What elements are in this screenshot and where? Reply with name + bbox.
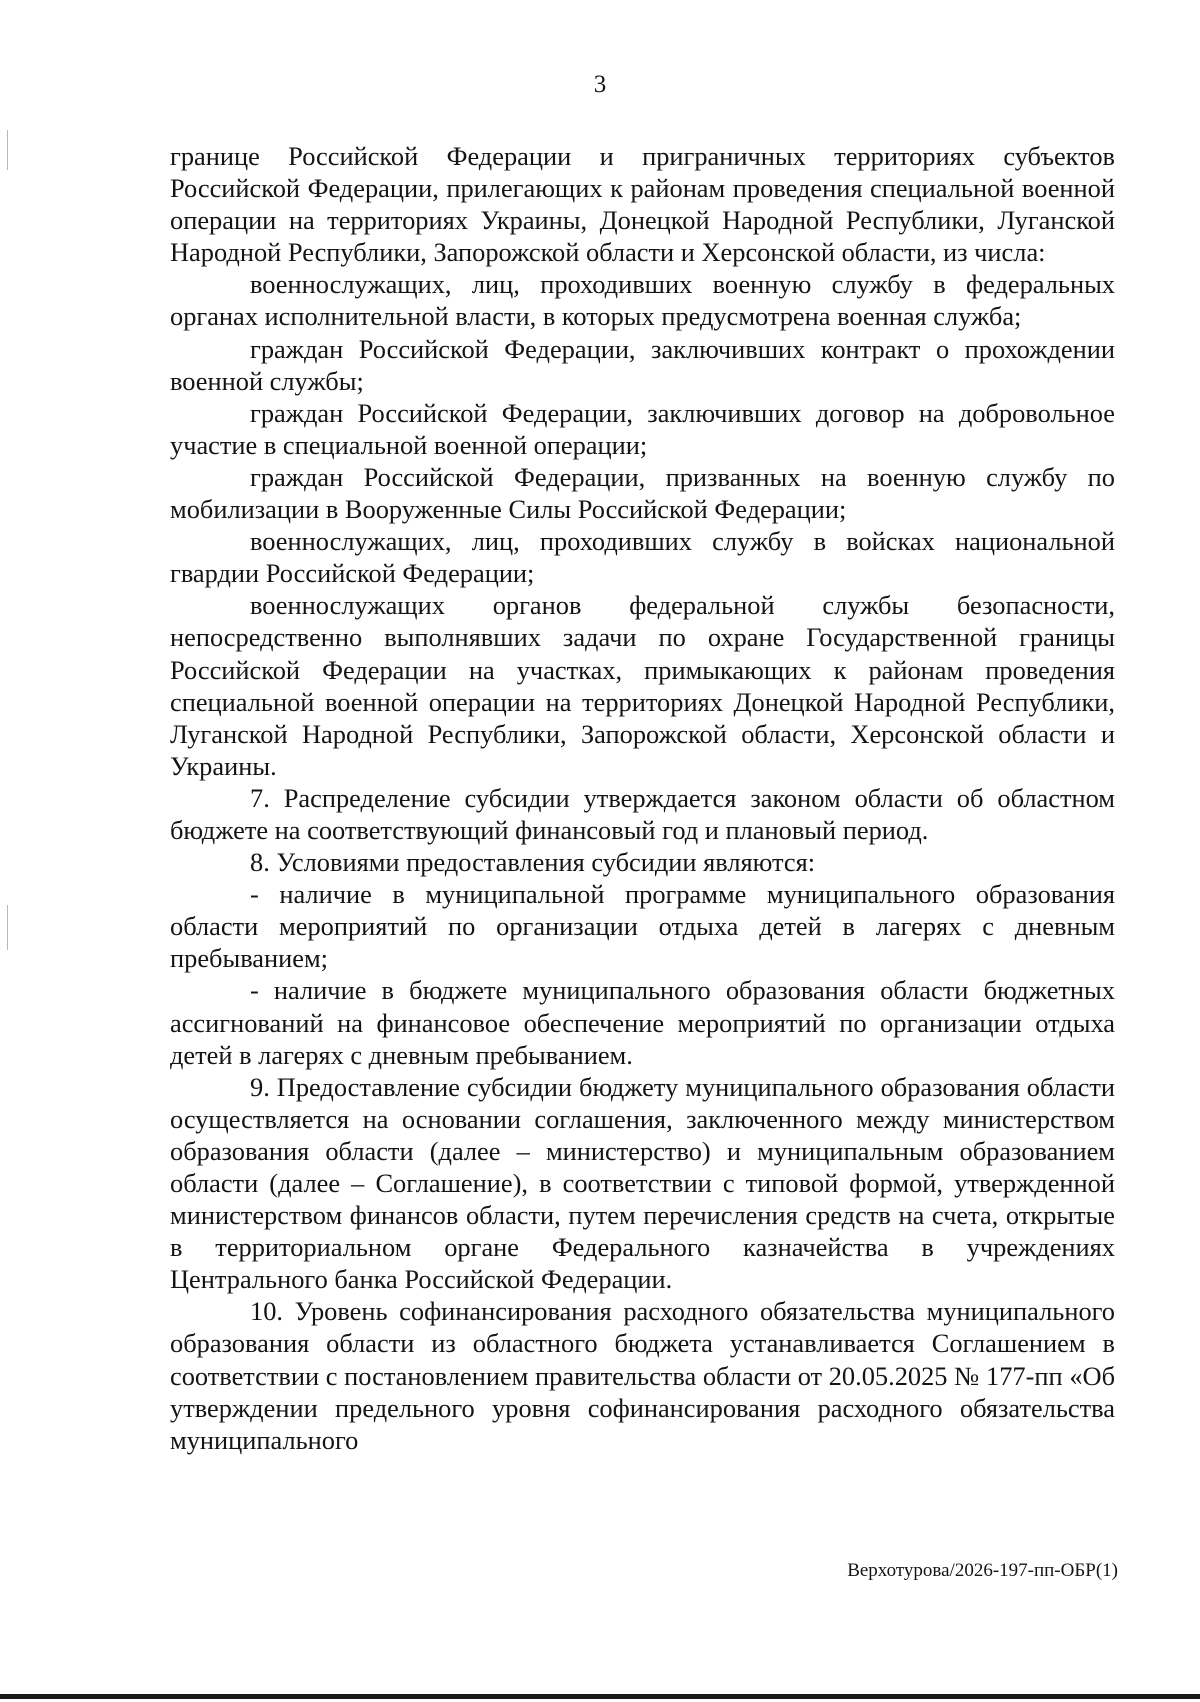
list-item-contract-service: граждан Российской Федерации, заключивших контракт о прохождении военной службы; <box>170 333 1115 396</box>
clause-8: 8. Условиями предоставления субсидии являются: <box>250 847 816 878</box>
page-number: 3 <box>593 71 607 98</box>
list-item-fsb-border: военнослужащих органов федеральной службы безопасности, непосредственно выполнявших задачи по охране Государственной границы Российской Федерации на участках, примыкающих к районам проведения специальной военной операции на территориях Донецкой Народной Республики, Луганской Народной Республики, Запорожской области, Херсонской области и Украины. <box>170 590 1115 781</box>
paragraph-continuation: границе Российской Федерации и приграничных территориях субъектов Российской Федерации, прилегающих к районам проведения специальной военной операции на территориях Украины, Донецкой Народной Республики, Луганской Народной Республики, Запорожской области и Херсонской области, из числа: <box>170 141 1115 268</box>
scan-margin-mark-bottom <box>7 905 8 950</box>
scan-margin-mark-top <box>7 130 8 170</box>
clause-9: 9. Предоставление субсидии бюджету муниципального образования области осуществляется на основании соглашения, заключенного между министерством образования области (далее – министерство) и муниципальным образованием области (далее – Соглашение), в соответствии с типовой формой, утвержденной министерством финансов области, путем перечисления средств на счета, открытые в территориальном органе Федерального казначейства в учреждениях Центрального банка Российской Федерации. <box>170 1071 1115 1295</box>
clause-8-condition-program: - наличие в муниципальной программе муниципального образования области мероприятий по организации отдыха детей в лагерях с дневным пребыванием; <box>170 879 1115 974</box>
clause-8-condition-budget: - наличие в бюджете муниципального образования области бюджетных ассигнований на финансовое обеспечение мероприятий по организации отдыха детей в лагерях с дневным пребыванием. <box>170 975 1115 1070</box>
scan-bottom-edge <box>0 1694 1200 1699</box>
list-item-volunteer-agreement: граждан Российской Федерации, заключивших договор на добровольное участие в специальной военной операции; <box>170 397 1115 460</box>
list-item-national-guard: военнослужащих, лиц, проходивших службу в войсках национальной гвардии Российской Федерации; <box>170 526 1115 589</box>
list-item-mobilized: граждан Российской Федерации, призванных на военную службу по мобилизации в Вооруженные Силы Российской Федерации; <box>170 461 1115 525</box>
clause-7: 7. Распределение субсидии утверждается законом области об областном бюджете на соответствующий финансовый год и плановый период. <box>170 782 1115 845</box>
footer-document-reference: Верхотурова/2026-197-пп-ОБР(1) <box>847 1560 1118 1581</box>
list-item-military-federal-bodies: военнослужащих, лиц, проходивших военную службу в федеральных органах исполнительной власти, в которых предусмотрена военная служба; <box>170 269 1115 332</box>
clause-10: 10. Уровень софинансирования расходного обязательства муниципального образования области из областного бюджета устанавливается Соглашением в соответствии с постановлением правительства области от 20.05.2025 № 177-пп «Об утверждении предельного уровня софинансирования расходного обязательства муниципального <box>170 1296 1115 1455</box>
document-body <box>170 140 1115 1456</box>
